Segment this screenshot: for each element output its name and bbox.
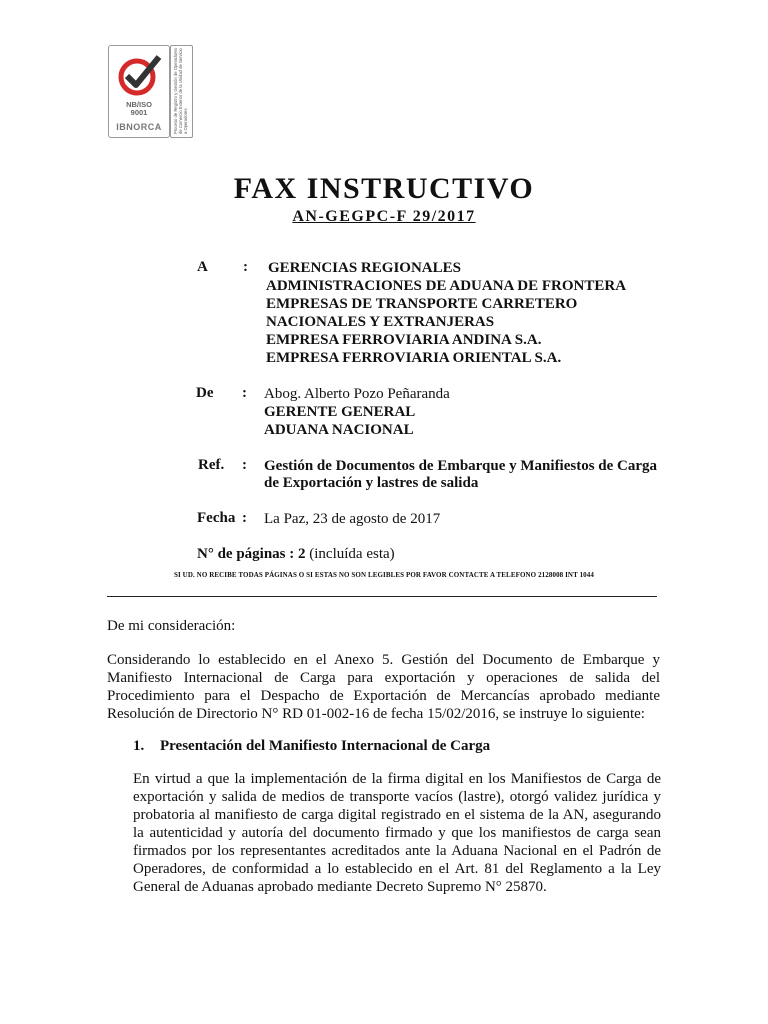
logo-side-panel bbox=[170, 45, 193, 138]
logo-standard: NB/ISO 9001 bbox=[126, 100, 152, 117]
ref-line-1: Gestión de Documentos de Embarque y Manifiestos de Carga bbox=[264, 458, 658, 474]
date-value: La Paz, 23 de agosto de 2017 bbox=[264, 511, 441, 527]
from-org: ADUANA NACIONAL bbox=[264, 422, 414, 438]
date-label: Fecha bbox=[197, 510, 236, 526]
to-line-6: EMPRESA FERROVIARIA ORIENTAL S.A. bbox=[266, 350, 562, 366]
intro-paragraph: Considerando lo establecido en el Anexo 5. Gestión del Documento de Embarque y Manifiesto Internacional de Carga para exportación y operaciones de salida del Procedimiento para el Despacho de Exportación de Mercancías aprobado mediante Resolución de Directorio N° RD 01-002-16 de fecha 15/02/2016, se instruye lo siguiente: bbox=[107, 652, 660, 722]
from-role: GERENTE GENERAL bbox=[264, 404, 416, 420]
from-name: Abog. Alberto Pozo Peñaranda bbox=[264, 386, 450, 402]
divider-line bbox=[107, 596, 657, 597]
greeting: De mi consideración: bbox=[107, 618, 236, 634]
section-1-number: 1. bbox=[133, 738, 145, 754]
from-separator: : bbox=[242, 385, 247, 401]
ref-line-2: de Exportación y lastres de salida bbox=[264, 475, 479, 491]
ref-label: Ref. bbox=[198, 457, 225, 473]
document-title: FAX INSTRUCTIVO bbox=[233, 172, 535, 205]
logo-badge bbox=[108, 45, 170, 138]
to-separator: : bbox=[243, 259, 248, 275]
date-separator: : bbox=[242, 510, 247, 526]
legibility-notice: SI UD. NO RECIBE TODAS PÁGINAS O SI ESTAS NO SON LEGIBLES POR FAVOR CONTACTE A TELEFONO 2128008 INT 1044 bbox=[174, 571, 594, 579]
document-code bbox=[0, 208, 768, 226]
page-count bbox=[197, 545, 395, 563]
section-1-title: Presentación del Manifiesto Internacional de Carga bbox=[160, 738, 491, 754]
logo-org-name: IBNORCA bbox=[116, 122, 162, 132]
to-line-4: NACIONALES Y EXTRANJERAS bbox=[266, 314, 495, 330]
page-count-note: (incluída esta) bbox=[309, 546, 395, 562]
section-1-paragraph: En virtud a que la implementación de la firma digital en los Manifiestos de Carga de exportación y salida de medios de transporte vacíos (lastre), otorgó validez jurídica y probatoria al manifiesto de carga digital registrado en el sistema de la AN, asegurando la autenticidad y autoría del documento firmado y que los manifiestos de carga sean firmados por los representantes acreditados ante la Aduana Nacional en el Padrón de Operadores, de conformidad a lo establecido en el Art. 81 del Reglamento a la Ley General de Aduanas aprobado mediante Decreto Supremo N° 25870. bbox=[133, 771, 661, 895]
document-code-text: AN-GEGPC-F 29/2017 bbox=[292, 208, 476, 225]
to-line-2: ADMINISTRACIONES DE ADUANA DE FRONTERA bbox=[266, 278, 627, 294]
to-line-5: EMPRESA FERROVIARIA ANDINA S.A. bbox=[266, 332, 542, 348]
to-line-3: EMPRESAS DE TRANSPORTE CARRETERO bbox=[266, 296, 578, 312]
checkmark-icon bbox=[115, 52, 163, 98]
page-count-label: N° de páginas : 2 bbox=[197, 546, 306, 562]
ibnorca-certification-logo bbox=[108, 45, 192, 137]
ref-separator: : bbox=[242, 457, 247, 473]
to-label: A bbox=[197, 259, 208, 275]
from-label: De bbox=[196, 385, 214, 401]
to-line-1: GERENCIAS REGIONALES bbox=[268, 260, 461, 276]
logo-side-text: Proceso de Registro y Gestión de Operadores de Comercio Exterior de la Unidad de Servicio a Operadores bbox=[173, 48, 188, 134]
